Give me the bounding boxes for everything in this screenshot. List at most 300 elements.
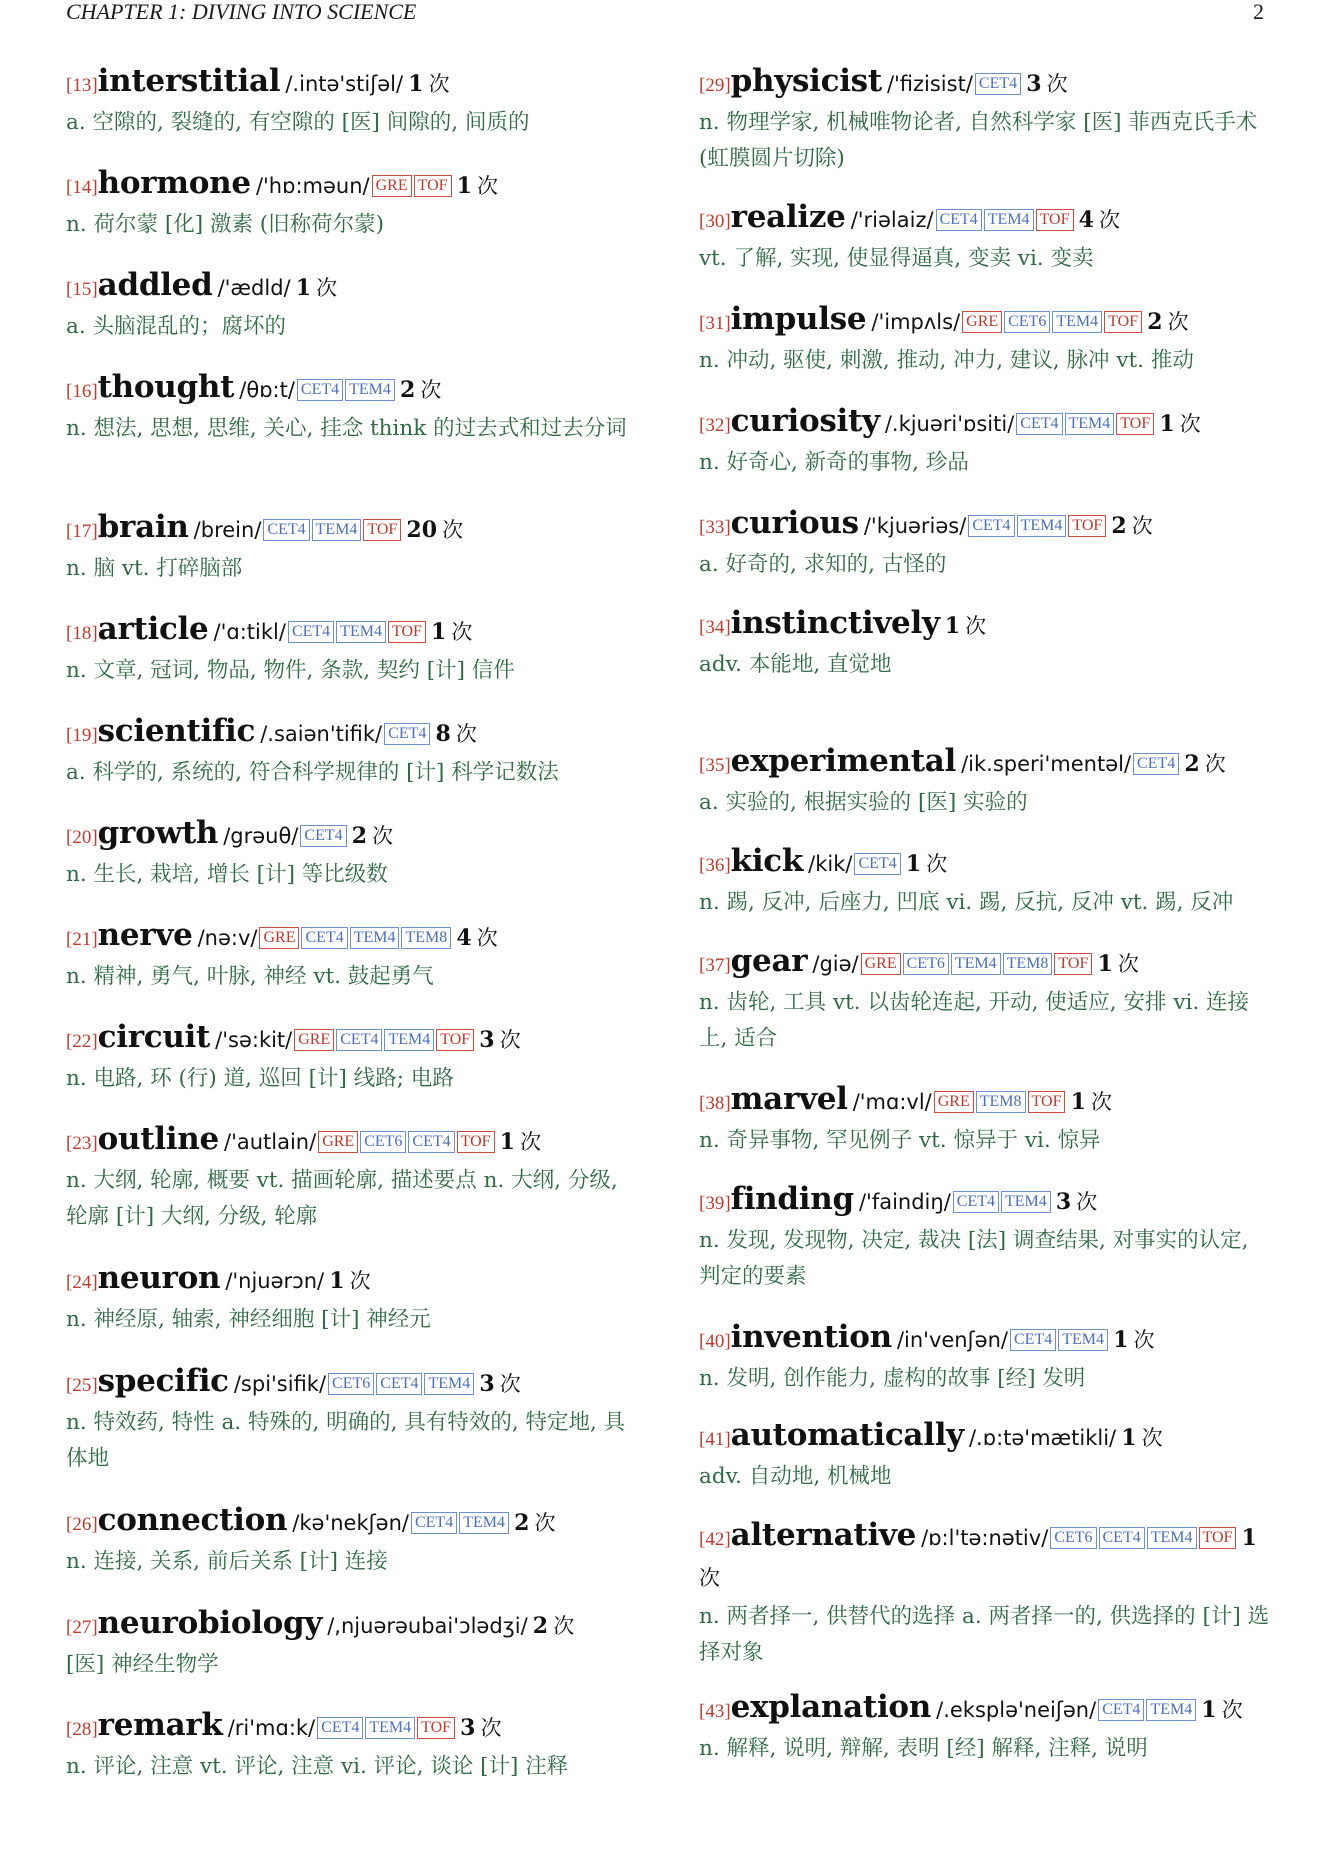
entry-pronunciation: /.kjuəri'ɒsiti/ [884,412,1015,436]
exam-tag-badge: GRE [294,1029,334,1051]
entry-number: [35] [699,755,731,776]
entry-definition: n. 踢, 反冲, 后座力, 凹底 vi. 踢, 反抗, 反冲 vt. 踢, 反冲 [699,890,1234,915]
entry-pronunciation: /'njuərɔn/ [225,1269,325,1293]
count-unit: 次 [926,852,948,876]
count-unit: 次 [455,722,477,746]
occurrence-count: 2 [532,1613,549,1639]
occurrence-count: 1 [408,71,424,97]
entry-definition: [医] 神经生物学 [66,1652,219,1677]
occurrence-count: 1 [1113,1327,1129,1353]
entry-definition: n. 神经原, 轴索, 神经细胞 [计] 神经元 [66,1307,431,1332]
count-unit: 次 [1076,1190,1098,1214]
exam-tag-badge: CET6 [328,1373,374,1395]
entry-definition: n. 冲动, 驱使, 刺激, 推动, 冲力, 建议, 脉冲 vt. 推动 [699,348,1194,373]
entry-headline [66,164,641,207]
entry-pronunciation: /'ɑ:tikl/ [213,620,286,644]
vocab-entry [66,1706,641,1785]
exam-tag-badge: TEM4 [350,927,400,949]
entry-number: [39] [699,1193,731,1214]
count-unit: 次 [1221,1698,1243,1722]
exam-tag-badge: GRE [318,1131,358,1153]
exam-tag-badge: CET4 [301,927,347,949]
exam-tag-badge: TOF [1036,209,1074,231]
entry-headline [66,916,641,959]
entry-definition: adv. 自动地, 机械地 [699,1464,892,1489]
entry-headline [66,508,641,551]
exam-tag-badge: TOF [436,1029,474,1051]
vocab-entry [699,1080,1271,1159]
entry-number: [17] [66,521,98,542]
entry-word: outline [97,1121,219,1157]
entry-word: hormone [97,165,251,201]
entry-definition: n. 发现, 发现物, 决定, 裁决 [法] 调查结果, 对事实的认定, 判定的要素 [699,1228,1249,1289]
occurrence-count: 2 [1184,751,1200,777]
entry-number: [37] [699,955,731,976]
exam-tag-badge: CET6 [360,1131,406,1153]
entry-word: addled [97,267,213,303]
exam-tag-badge: CET4 [1098,1699,1144,1721]
vocab-entry [699,300,1271,379]
entry-number: [29] [699,75,731,96]
occurrence-count: 4 [1078,207,1094,233]
count-unit: 次 [420,378,442,402]
exam-tag-badge: TEM4 [951,953,1001,975]
entry-definition: a. 实验的, 根据实验的 [医] 实验的 [699,790,1028,815]
exam-tag-badge: CET4 [336,1029,382,1051]
entry-number: [34] [699,617,731,638]
exam-tag-badge: CET4 [263,519,309,541]
entry-number: [22] [66,1031,98,1052]
exam-tag-badge: CET4 [384,723,430,745]
occurrence-count: 2 [400,377,416,403]
exam-tag-badge: CET4 [1010,1329,1056,1351]
exam-tag-badge: TEM4 [365,1717,415,1739]
entry-word: remark [97,1707,223,1743]
entry-number: [28] [66,1719,98,1740]
entry-pronunciation: /spi'sifik/ [233,1372,327,1396]
entry-definition: n. 好奇心, 新奇的事物, 珍品 [699,450,969,475]
entry-word: brain [97,509,189,545]
entry-definition: n. 生长, 栽培, 增长 [计] 等比级数 [66,862,388,887]
vocab-entry [699,1516,1271,1671]
occurrence-count: 1 [1241,1525,1257,1551]
entry-headline [699,402,1271,445]
occurrence-count: 1 [499,1129,515,1155]
entry-word: curiosity [730,403,880,439]
entry-pronunciation: /.ɒ:tə'mætikli/ [968,1426,1117,1450]
entry-number: [20] [66,827,98,848]
occurrence-count: 1 [1201,1697,1217,1723]
entry-headline [66,62,641,105]
entry-definition: n. 精神, 勇气, 叶脉, 神经 vt. 鼓起勇气 [66,964,434,989]
entry-number: [16] [66,381,98,402]
vocab-entry [66,164,641,243]
entry-headline [699,842,1271,885]
entry-definition: n. 荷尔蒙 [化] 激素 (旧称荷尔蒙) [66,212,385,237]
entry-pronunciation: /'riəlaiz/ [850,208,934,232]
exam-tag-badge: TEM8 [976,1091,1026,1113]
vocab-entry [66,712,641,791]
occurrence-count: 4 [456,925,472,951]
exam-tag-badge: CET4 [300,825,346,847]
entry-headline [699,1688,1271,1731]
occurrence-count: 1 [1097,951,1113,977]
entry-definition: n. 电路, 环 (行) 道, 巡回 [计] 线路; 电路 [66,1066,454,1091]
exam-tag-badge: TEM4 [1052,311,1102,333]
count-unit: 次 [1099,208,1120,232]
entry-headline [699,1516,1271,1599]
exam-tag-badge: CET6 [1004,311,1050,333]
entry-word: marvel [730,1081,848,1117]
entry-word: nerve [97,917,193,953]
exam-tag-badge: TEM4 [1017,515,1067,537]
entry-definition: n. 齿轮, 工具 vt. 以齿轮连起, 开动, 使适应, 安排 vi. 连接上, 适合 [699,990,1250,1051]
entry-word: kick [730,843,804,879]
exam-tag-badge: CET4 [968,515,1014,537]
occurrence-count: 2 [351,823,368,849]
entry-definition: n. 解释, 说明, 辩解, 表明 [经] 解释, 注释, 说明 [699,1736,1148,1761]
entry-word: neurobiology [97,1605,323,1641]
exam-tag-badge: TOF [1054,953,1092,975]
occurrence-count: 2 [1147,309,1163,335]
vocab-entry [66,62,641,141]
occurrence-count: 20 [406,517,438,543]
exam-tag-badge: CET4 [411,1512,457,1534]
count-unit: 次 [1117,952,1139,976]
entry-definition: n. 发明, 创作能力, 虚构的故事 [经] 发明 [699,1366,1086,1391]
occurrence-count: 8 [435,721,451,747]
entry-word: curious [730,505,859,541]
count-unit: 次 [1167,310,1189,334]
exam-tag-badge: TEM4 [1146,1699,1196,1721]
entry-headline [699,300,1271,343]
vocab-entry [699,1688,1271,1767]
page-number: 2 [1253,0,1264,24]
occurrence-count: 1 [329,1268,345,1294]
exam-tag-badge: TOF [363,519,401,541]
vocab-entry [66,368,641,447]
exam-tag-badge: CET6 [1050,1527,1096,1549]
vocab-entry [699,1180,1271,1295]
entry-headline [66,1362,641,1405]
entry-number: [30] [699,211,731,232]
vocab-entry [699,1318,1271,1397]
exam-tag-badge: TEM4 [384,1029,434,1051]
exam-tag-badge: CET4 [1099,1527,1145,1549]
count-unit: 次 [1046,72,1068,96]
entry-number: [38] [699,1093,731,1114]
entry-word: explanation [730,1689,932,1725]
vocab-entry [66,1259,641,1338]
vocab-entry [699,504,1271,583]
exam-tag-badge: GRE [372,175,412,197]
exam-tag-badge: TOF [388,621,426,643]
occurrence-count: 3 [460,1715,476,1741]
vocab-entry [66,266,641,345]
entry-headline [699,198,1271,241]
entry-headline [66,712,641,755]
entry-headline [699,604,1271,647]
vocab-entry [66,508,641,587]
vocab-entry [699,198,1271,277]
occurrence-count: 1 [1121,1425,1137,1451]
exam-tag-badge: TOF [457,1131,495,1153]
exam-tag-badge: CET4 [376,1373,422,1395]
exam-tag-badge: TEM8 [401,927,451,949]
entry-number: [32] [699,415,731,436]
count-unit: 次 [477,174,499,198]
entry-number: [41] [699,1429,731,1450]
entry-word: neuron [97,1260,221,1296]
entry-pronunciation: /θɒ:t/ [239,378,295,402]
entry-pronunciation: /'ædld/ [217,276,291,300]
entry-definition: n. 两者择一, 供替代的选择 a. 两者择一的, 供选择的 [计] 选择对象 [699,1604,1270,1665]
entry-word: growth [97,815,219,851]
entry-number: [42] [699,1529,731,1550]
exam-tag-badge: GRE [934,1091,974,1113]
entry-definition: n. 大纲, 轮廓, 概要 vt. 描画轮廓, 描述要点 n. 大纲, 分级, 轮廓 [计] 大纲, 分级, 轮廓 [66,1168,618,1229]
entry-headline [66,1706,641,1749]
count-unit: 次 [965,614,987,638]
count-unit: 次 [499,1028,521,1052]
vocab-entry [699,742,1271,821]
exam-tag-badge: TEM4 [984,209,1034,231]
entry-word: article [97,611,209,647]
vocab-entry [66,610,641,689]
occurrence-count: 3 [479,1027,495,1053]
entry-word: instinctively [730,605,940,641]
count-unit: 次 [1090,1090,1112,1114]
vocab-entry [699,842,1271,921]
entry-definition: vt. 了解, 实现, 使显得逼真, 变卖 vi. 变卖 [699,246,1094,271]
exam-tag-badge: TEM4 [345,379,395,401]
count-unit: 次 [1141,1426,1163,1450]
entry-pronunciation: /kə'nekʃən/ [292,1511,409,1535]
entry-pronunciation: /ɒ:l'tə:nətiv/ [921,1526,1049,1550]
entry-definition: n. 奇异事物, 罕见例子 vt. 惊异于 vi. 惊异 [699,1128,1101,1153]
entry-headline [66,266,641,309]
exam-tag-badge: TEM4 [459,1512,509,1534]
entry-word: finding [730,1181,854,1217]
entry-number: [43] [699,1701,731,1722]
exam-tag-badge: GRE [861,953,901,975]
vocab-entry [66,1501,641,1580]
occurrence-count: 3 [1026,71,1042,97]
count-unit: 次 [1179,412,1201,436]
entry-definition: n. 文章, 冠词, 物品, 物件, 条款, 契约 [计] 信件 [66,658,515,683]
entry-pronunciation: /'autlain/ [224,1130,317,1154]
entry-word: interstitial [97,63,281,99]
entry-headline [699,504,1271,547]
entry-word: scientific [97,713,256,749]
entry-number: [13] [66,75,98,96]
exam-tag-badge: CET4 [408,1131,454,1153]
exam-tag-badge: CET4 [854,853,900,875]
entry-number: [27] [66,1617,98,1638]
entry-headline [699,1080,1271,1123]
entry-headline [699,1180,1271,1223]
entry-word: alternative [730,1517,917,1553]
entry-word: connection [97,1502,288,1538]
exam-tag-badge: TEM4 [1147,1527,1197,1549]
exam-tag-badge: TOF [1068,515,1106,537]
entry-headline [66,814,641,857]
exam-tag-badge: TOF [1028,1091,1066,1113]
exam-tag-badge: TOF [1199,1527,1237,1549]
exam-tag-badge: CET4 [288,621,334,643]
count-unit: 次 [476,926,498,950]
entry-pronunciation: /,njuərəubai'ɔlədʒi/ [327,1614,528,1638]
entry-headline [66,1120,641,1163]
entry-definition: a. 好奇的, 求知的, 古怪的 [699,552,947,577]
count-unit: 次 [442,518,464,542]
exam-tag-badge: CET6 [903,953,949,975]
count-unit: 次 [451,620,473,644]
count-unit: 次 [349,1269,371,1293]
entry-pronunciation: /.intə'stiʃəl/ [285,72,404,96]
exam-tag-badge: GRE [259,927,299,949]
exam-tag-badge: TEM4 [1001,1191,1051,1213]
count-unit: 次 [316,276,338,300]
vocab-entry [699,1416,1271,1495]
count-unit: 次 [534,1511,556,1535]
entry-headline [66,1259,641,1302]
entry-pronunciation: /kik/ [808,852,853,876]
occurrence-count: 2 [514,1510,530,1536]
occurrence-count: 1 [456,173,472,199]
entry-pronunciation: /'hɒ:məun/ [255,174,370,198]
exam-tag-badge: TOF [414,175,452,197]
entry-definition: n. 脑 vt. 打碎脑部 [66,556,243,581]
entry-number: [15] [66,279,98,300]
entry-pronunciation: /nə:v/ [197,926,258,950]
count-unit: 次 [1133,1328,1155,1352]
entry-number: [24] [66,1272,98,1293]
count-unit: 次 [553,1614,575,1638]
entry-definition: adv. 本能地, 直觉地 [699,652,892,677]
exam-tag-badge: CET4 [936,209,982,231]
chapter-title: CHAPTER 1: DIVING INTO SCIENCE [66,0,417,24]
exam-tag-badge: TEM4 [1058,1329,1108,1351]
exam-tag-badge: CET4 [953,1191,999,1213]
entry-number: [18] [66,623,98,644]
entry-pronunciation: /brein/ [193,518,262,542]
exam-tag-badge: TOF [417,1717,455,1739]
entry-pronunciation: /grəuθ/ [223,824,299,848]
count-unit: 次 [480,1716,502,1740]
count-unit: 次 [699,1566,720,1590]
entry-headline [699,942,1271,985]
entry-word: realize [730,199,846,235]
occurrence-count: 1 [905,851,922,877]
entry-headline [66,610,641,653]
entry-word: impulse [730,301,867,337]
exam-tag-badge: CET4 [317,1717,363,1739]
occurrence-count: 1 [1159,411,1175,437]
entry-definition: n. 想法, 思想, 思维, 关心, 挂念 think 的过去式和过去分词 [66,416,627,441]
entry-pronunciation: /'mɑ:vl/ [852,1090,932,1114]
occurrence-count: 3 [479,1371,495,1397]
vocab-entry [699,942,1271,1057]
vocab-entry [66,1018,641,1097]
vocab-entry [66,1120,641,1235]
entry-number: [31] [699,313,731,334]
entry-headline [66,368,641,411]
exam-tag-badge: TEM4 [336,621,386,643]
entry-headline [66,1501,641,1544]
entry-pronunciation: /'sə:kit/ [215,1028,293,1052]
exam-tag-badge: TEM8 [1003,953,1053,975]
entry-pronunciation: /in'venʃən/ [896,1328,1008,1352]
entry-pronunciation: /ik.speri'mentəl/ [961,752,1132,776]
count-unit: 次 [1204,752,1226,776]
exam-tag-badge: TOF [1116,413,1154,435]
vocab-entry [699,62,1271,177]
entry-definition: a. 科学的, 系统的, 符合科学规律的 [计] 科学记数法 [66,760,559,785]
occurrence-count: 3 [1055,1189,1072,1215]
page-header [66,0,1264,26]
entry-word: specific [97,1363,229,1399]
entry-headline [699,1318,1271,1361]
exam-tag-badge: TEM4 [424,1373,474,1395]
entry-definition: n. 物理学家, 机械唯物论者, 自然科学家 [医] 菲西克氏手术 (虹膜圆片切除) [699,110,1258,171]
entry-headline [699,742,1271,785]
entry-pronunciation: /'faindiŋ/ [858,1190,951,1214]
exam-tag-badge: TEM4 [1065,413,1115,435]
exam-tag-badge: CET4 [1016,413,1062,435]
entry-word: experimental [730,743,957,779]
entry-pronunciation: /ri'mɑ:k/ [227,1716,316,1740]
entry-number: [26] [66,1514,98,1535]
vocab-entry [699,402,1271,481]
occurrence-count: 1 [430,619,447,645]
occurrence-count: 1 [1070,1089,1086,1115]
exam-tag-badge: GRE [962,311,1002,333]
entry-number: [21] [66,929,98,950]
entry-word: physicist [730,63,882,99]
entry-headline [66,1604,641,1647]
occurrence-count: 2 [1111,513,1127,539]
count-unit: 次 [372,824,394,848]
vocab-entry [699,604,1271,683]
exam-tag-badge: TOF [1104,311,1142,333]
occurrence-count: 1 [295,275,312,301]
count-unit: 次 [499,1372,521,1396]
exam-tag-badge: CET4 [297,379,343,401]
entry-number: [23] [66,1133,98,1154]
entry-word: invention [730,1319,892,1355]
entry-pronunciation: /.eksplə'neiʃən/ [936,1698,1097,1722]
entry-pronunciation: /'impʌls/ [871,310,961,334]
vocab-entry [66,1362,641,1477]
vocab-entry [66,814,641,893]
entry-word: automatically [730,1417,964,1453]
entry-headline [699,62,1271,105]
count-unit: 次 [428,72,450,96]
exam-tag-badge: CET4 [1133,753,1179,775]
entry-pronunciation: /'kjuəriəs/ [863,514,967,538]
entry-pronunciation: /'fizisist/ [886,72,973,96]
exam-tag-badge: TEM4 [312,519,362,541]
vocab-entry [66,916,641,995]
entry-number: [36] [699,855,731,876]
entry-definition: n. 评论, 注意 vt. 评论, 注意 vi. 评论, 谈论 [计] 注释 [66,1754,569,1779]
entry-definition: a. 头脑混乱的；腐坏的 [66,314,286,339]
entry-definition: n. 连接, 关系, 前后关系 [计] 连接 [66,1549,388,1574]
entry-number: [40] [699,1331,731,1352]
entry-word: gear [730,943,808,979]
entry-word: circuit [97,1019,211,1055]
